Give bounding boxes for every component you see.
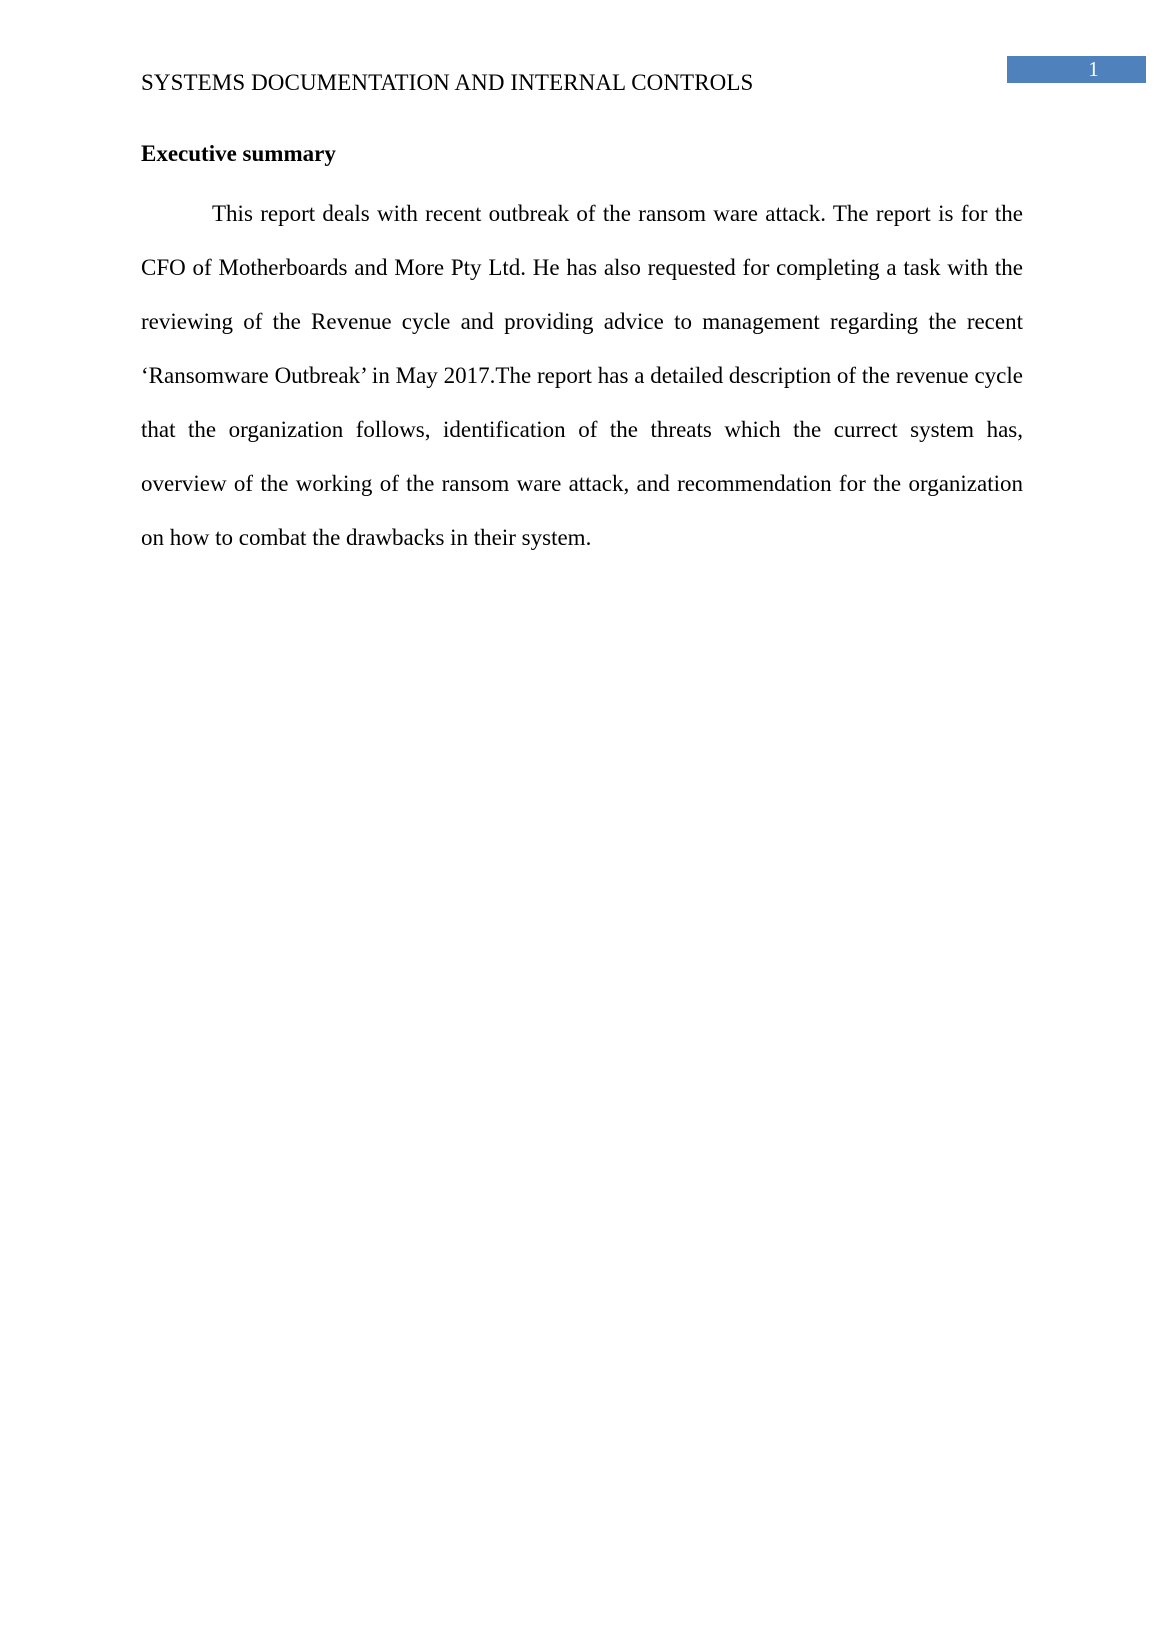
page-number: 1	[1007, 56, 1146, 83]
summary-paragraph: This report deals with recent outbreak of the ransom ware attack. The report is for the CFO of Motherboards and More Pty Ltd. He has also requested for completing a task with the reviewing of the Revenue cycle and providing advice to management regarding the recent ‘Ransomware Outbreak’ in May 2017.The report has a detailed description of the revenue cycle that the organization follows, identification of the threats which the currect system has, overview of the working of the ransom ware attack, and recommendation for the organization on how to combat the drawbacks in their system.	[141, 201, 1023, 550]
executive-summary-section	[141, 137, 1023, 565]
section-heading: Executive summary	[141, 141, 336, 166]
running-head: SYSTEMS DOCUMENTATION AND INTERNAL CONTROLS	[141, 70, 754, 95]
